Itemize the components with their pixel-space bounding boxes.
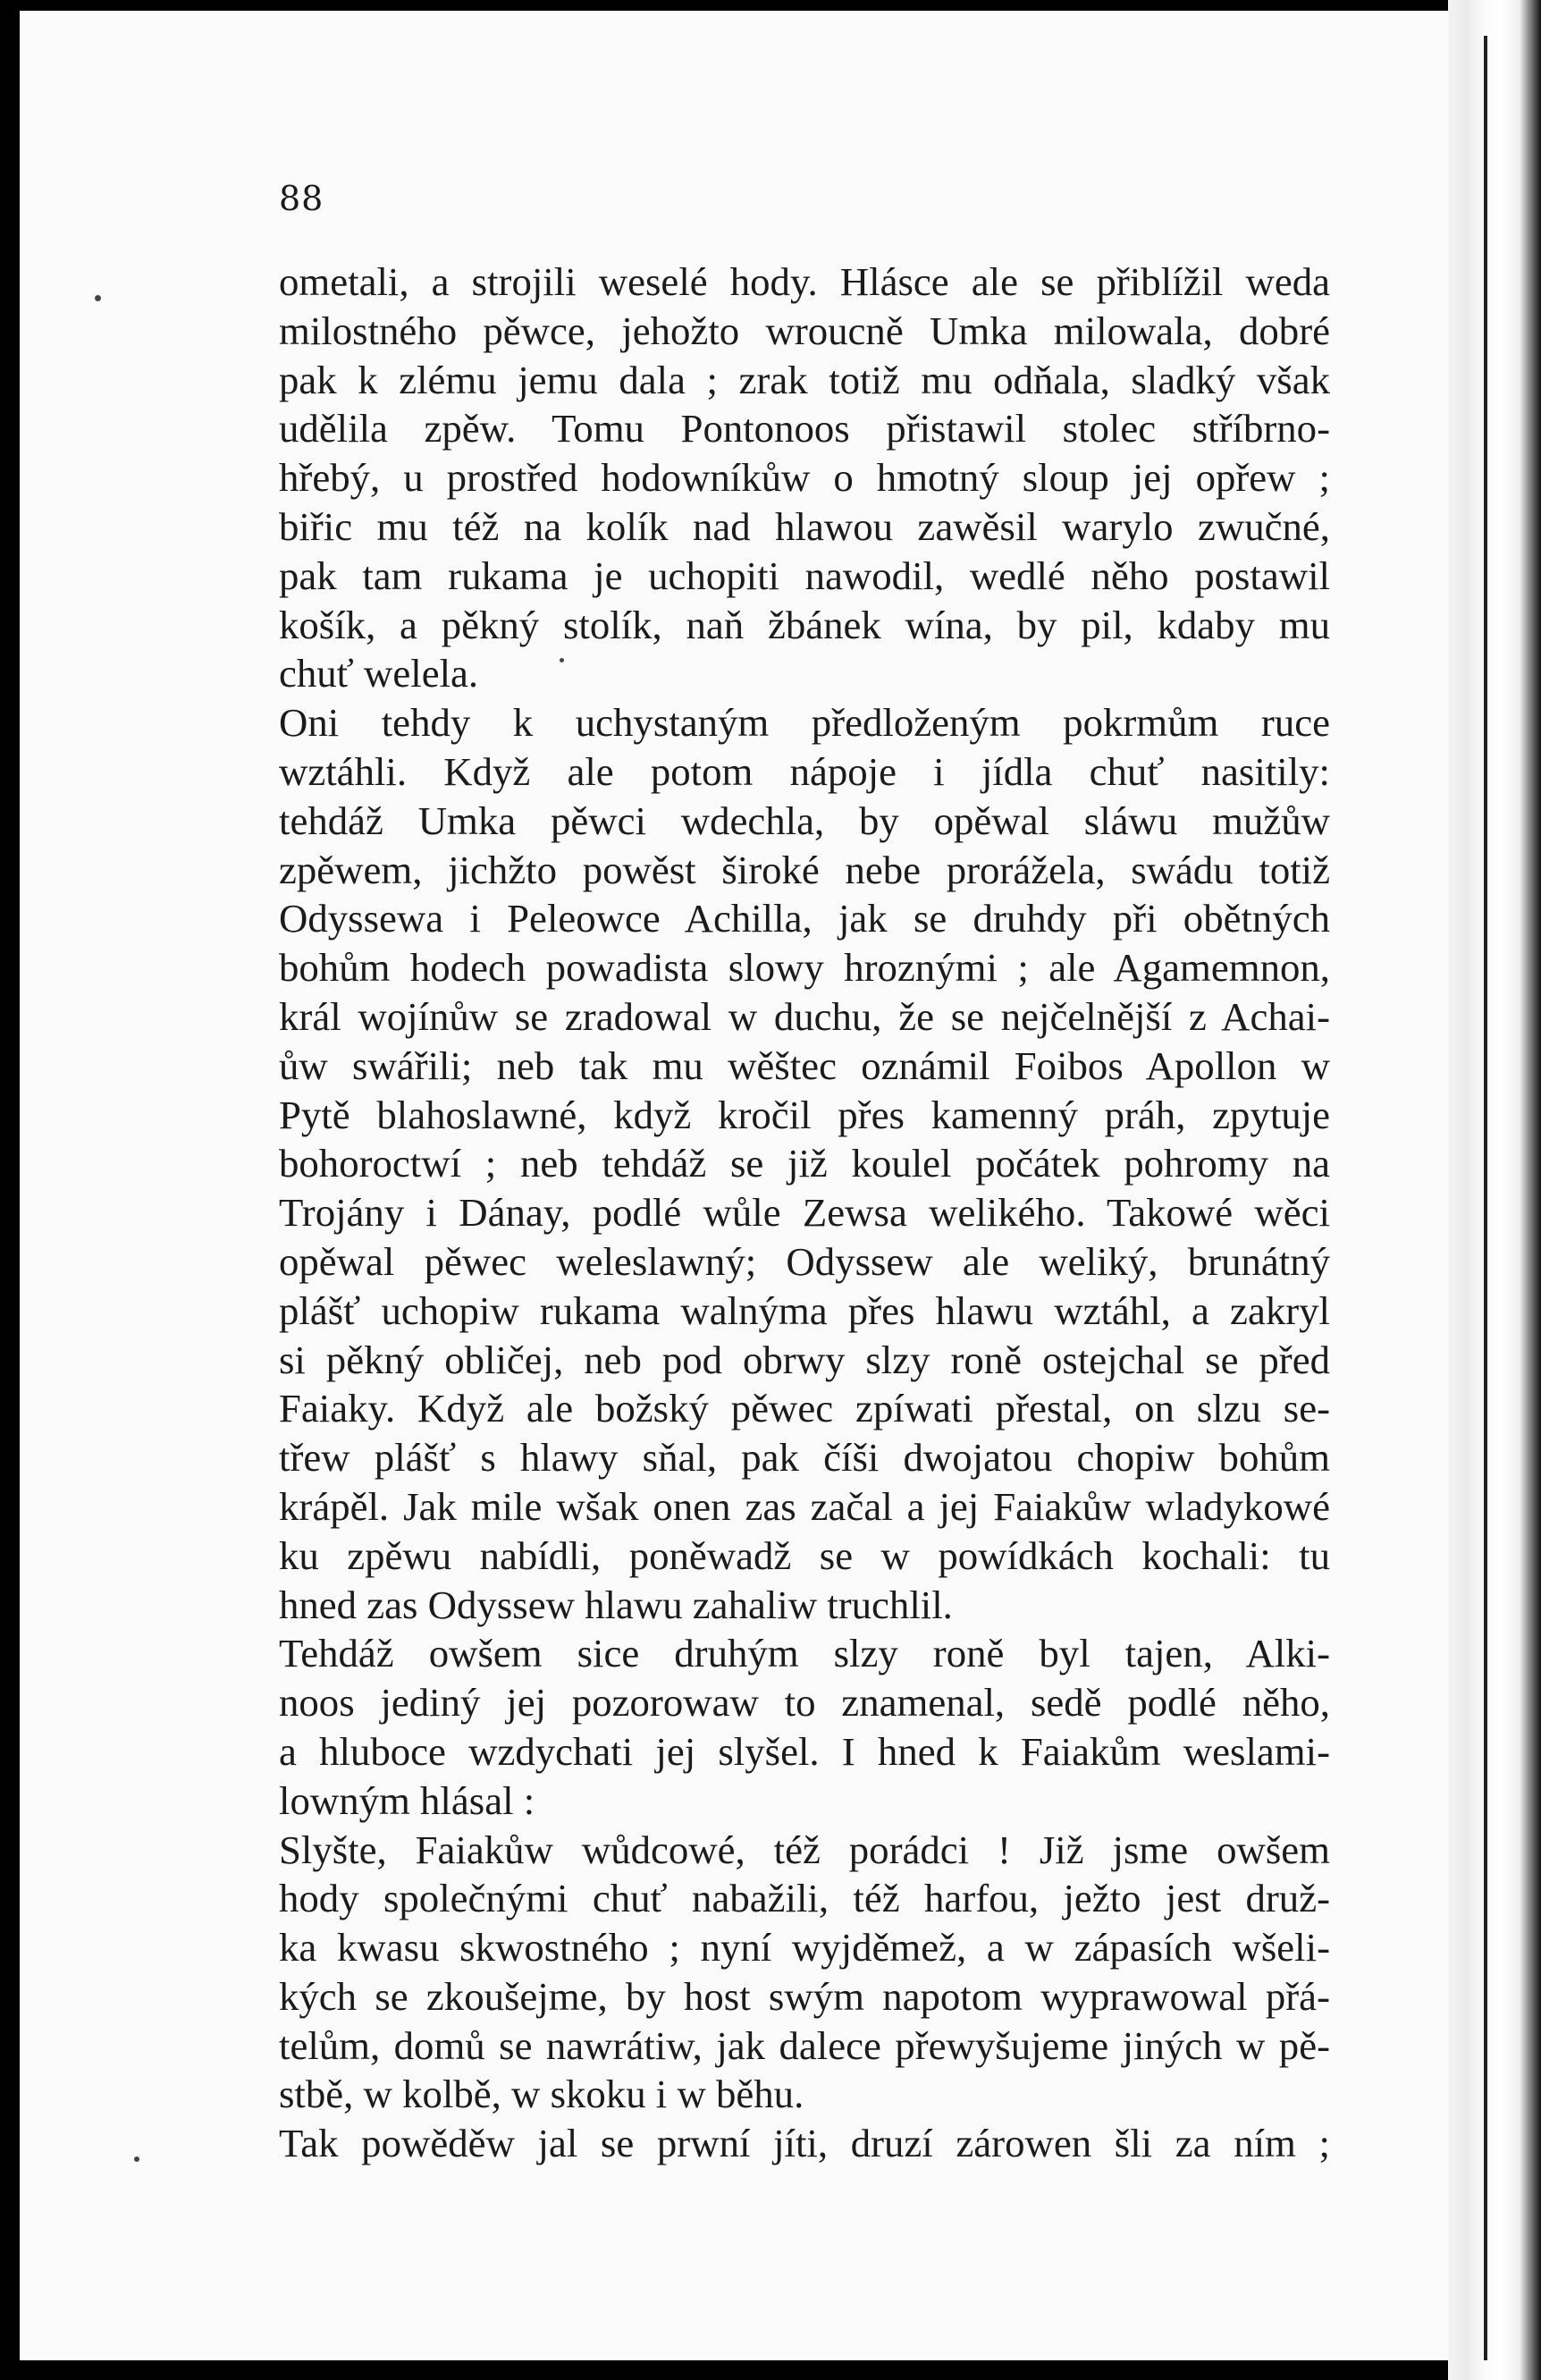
- text-line: bohům hodech powadista slowy hroznými ; ale Agamemnon,: [279, 945, 1330, 991]
- text-line: kých se zkoušejme, by host swým napotom wyprawowal přá-: [279, 1973, 1330, 2019]
- text-line: Oni tehdy k uchystaným předloženým pokrmům ruce: [279, 700, 1330, 746]
- text-line: ka kwasu skwostného ; nyní wyjděmež, a w zápasích wšeli-: [279, 1925, 1330, 1971]
- text-line: Tak powěděw jal se prwní jíti, druzí zárowen šli za ním ;: [279, 2121, 1330, 2166]
- text-line: si pěkný obličej, neb pod obrwy slzy roně ostejchal se před: [279, 1337, 1330, 1382]
- text-line: král wojínůw se zradowal w duchu, že se nejčelnější z Achai-: [279, 993, 1330, 1039]
- text-line: Faiaky. Když ale božský pěwec zpíwati přestal, on slzu se-: [279, 1386, 1330, 1431]
- text-line: plášť uchopiw rukama walnýma přes hlawu wztáhl, a zakryl: [279, 1287, 1330, 1333]
- text-line: pak k zlému jemu dala ; zrak totiž mu odňala, sladký však: [279, 357, 1330, 402]
- text-line: hody společnými chuť nabažili, též harfou, ježto jest druž-: [279, 1876, 1330, 1921]
- text-line: zpěwem, jichžto powěst široké nebe prorážela, swádu totiž: [279, 847, 1330, 892]
- body-text: [279, 257, 1330, 2168]
- scan-speck: [560, 658, 564, 663]
- text-line: košík, a pěkný stolík, naň žbánek wína, by pil, kdaby mu: [279, 602, 1330, 647]
- text-line: lowným hlásal :: [279, 1777, 535, 1823]
- scan-speck: [134, 2156, 139, 2162]
- text-line: stbě, w kolbě, w skoku i w běhu.: [279, 2072, 804, 2117]
- text-line: biřic mu též na kolík nad hlawou zawěsil warylo zwučné,: [279, 503, 1330, 549]
- text-line: milostného pěwce, jehožto wroucně Umka milowala, dobré: [279, 308, 1330, 353]
- text-line: a hluboce wzdychati jej slyšel. I hned k Faiakům weslami-: [279, 1728, 1330, 1774]
- text-line: ůw swářili; neb tak mu wěštec oznámil Foibos Apollon w: [279, 1042, 1330, 1088]
- text-line: chuť welela.: [279, 651, 479, 696]
- text-line: hned zas Odyssew hlawu zahaliw truchlil.: [279, 1582, 953, 1627]
- scan-speck: [95, 295, 101, 301]
- text-line: pak tam rukama je uchopiti nawodil, wedlé něho postawil: [279, 553, 1330, 598]
- text-line: hřebý, u prostřed hodowníkůw o hmotný sloup jej opřew ;: [279, 455, 1330, 501]
- text-line: třew plášť s hlawy sňal, pak číši dwojatou chopiw bohům: [279, 1435, 1330, 1481]
- text-line: wztáhli. Když ale potom nápoje i jídla chuť nasitily:: [279, 748, 1330, 794]
- text-line: Tehdáž owšem sice druhým slzy roně byl tajen, Alki-: [279, 1631, 1330, 1676]
- text-line: Pytě blahoslawné, když kročil přes kamenný práh, zpytuje: [279, 1092, 1330, 1137]
- text-line: krápěl. Jak mile wšak onen zas začal a jej Faiakůw wladykowé: [279, 1483, 1330, 1529]
- text-line: noos jediný jej pozorowaw to znamenal, sedě podlé něho,: [279, 1680, 1330, 1726]
- page-number: 88: [279, 179, 324, 218]
- text-line: Slyšte, Faiakůw wůdcowé, též porádci ! Již jsme owšem: [279, 1827, 1330, 1872]
- text-line: opěwal pěwec weleslawný; Odyssew ale weliký, brunátný: [279, 1238, 1330, 1284]
- text-line: Trojány i Dánay, podlé wůle Zewsa welikého. Takowé wěci: [279, 1190, 1330, 1236]
- text-line: bohoroctwí ; neb tehdáž se již koulel počátek pohromy na: [279, 1141, 1330, 1186]
- text-line: tehdáž Umka pěwci wdechla, by opěwal sláwu mužůw: [279, 798, 1330, 843]
- text-line: udělila zpěw. Tomu Pontonoos přistawil stolec stříbrno-: [279, 406, 1330, 452]
- page-edge-shadow: [1484, 36, 1487, 2360]
- text-line: ometali, a strojili weselé hody. Hlásce ale se přiblížil weda: [279, 259, 1330, 304]
- text-line: telům, domů se nawrátiw, jak dalece přewyšujeme jiných w pě-: [279, 2022, 1330, 2068]
- text-line: ku zpěwu nabídli, poněwadž se w powídkách kochali: tu: [279, 1532, 1330, 1578]
- text-line: Odyssewa i Peleowce Achilla, jak se druhdy při obětných: [279, 896, 1330, 941]
- page-edge-next-leaf: [1448, 0, 1541, 2380]
